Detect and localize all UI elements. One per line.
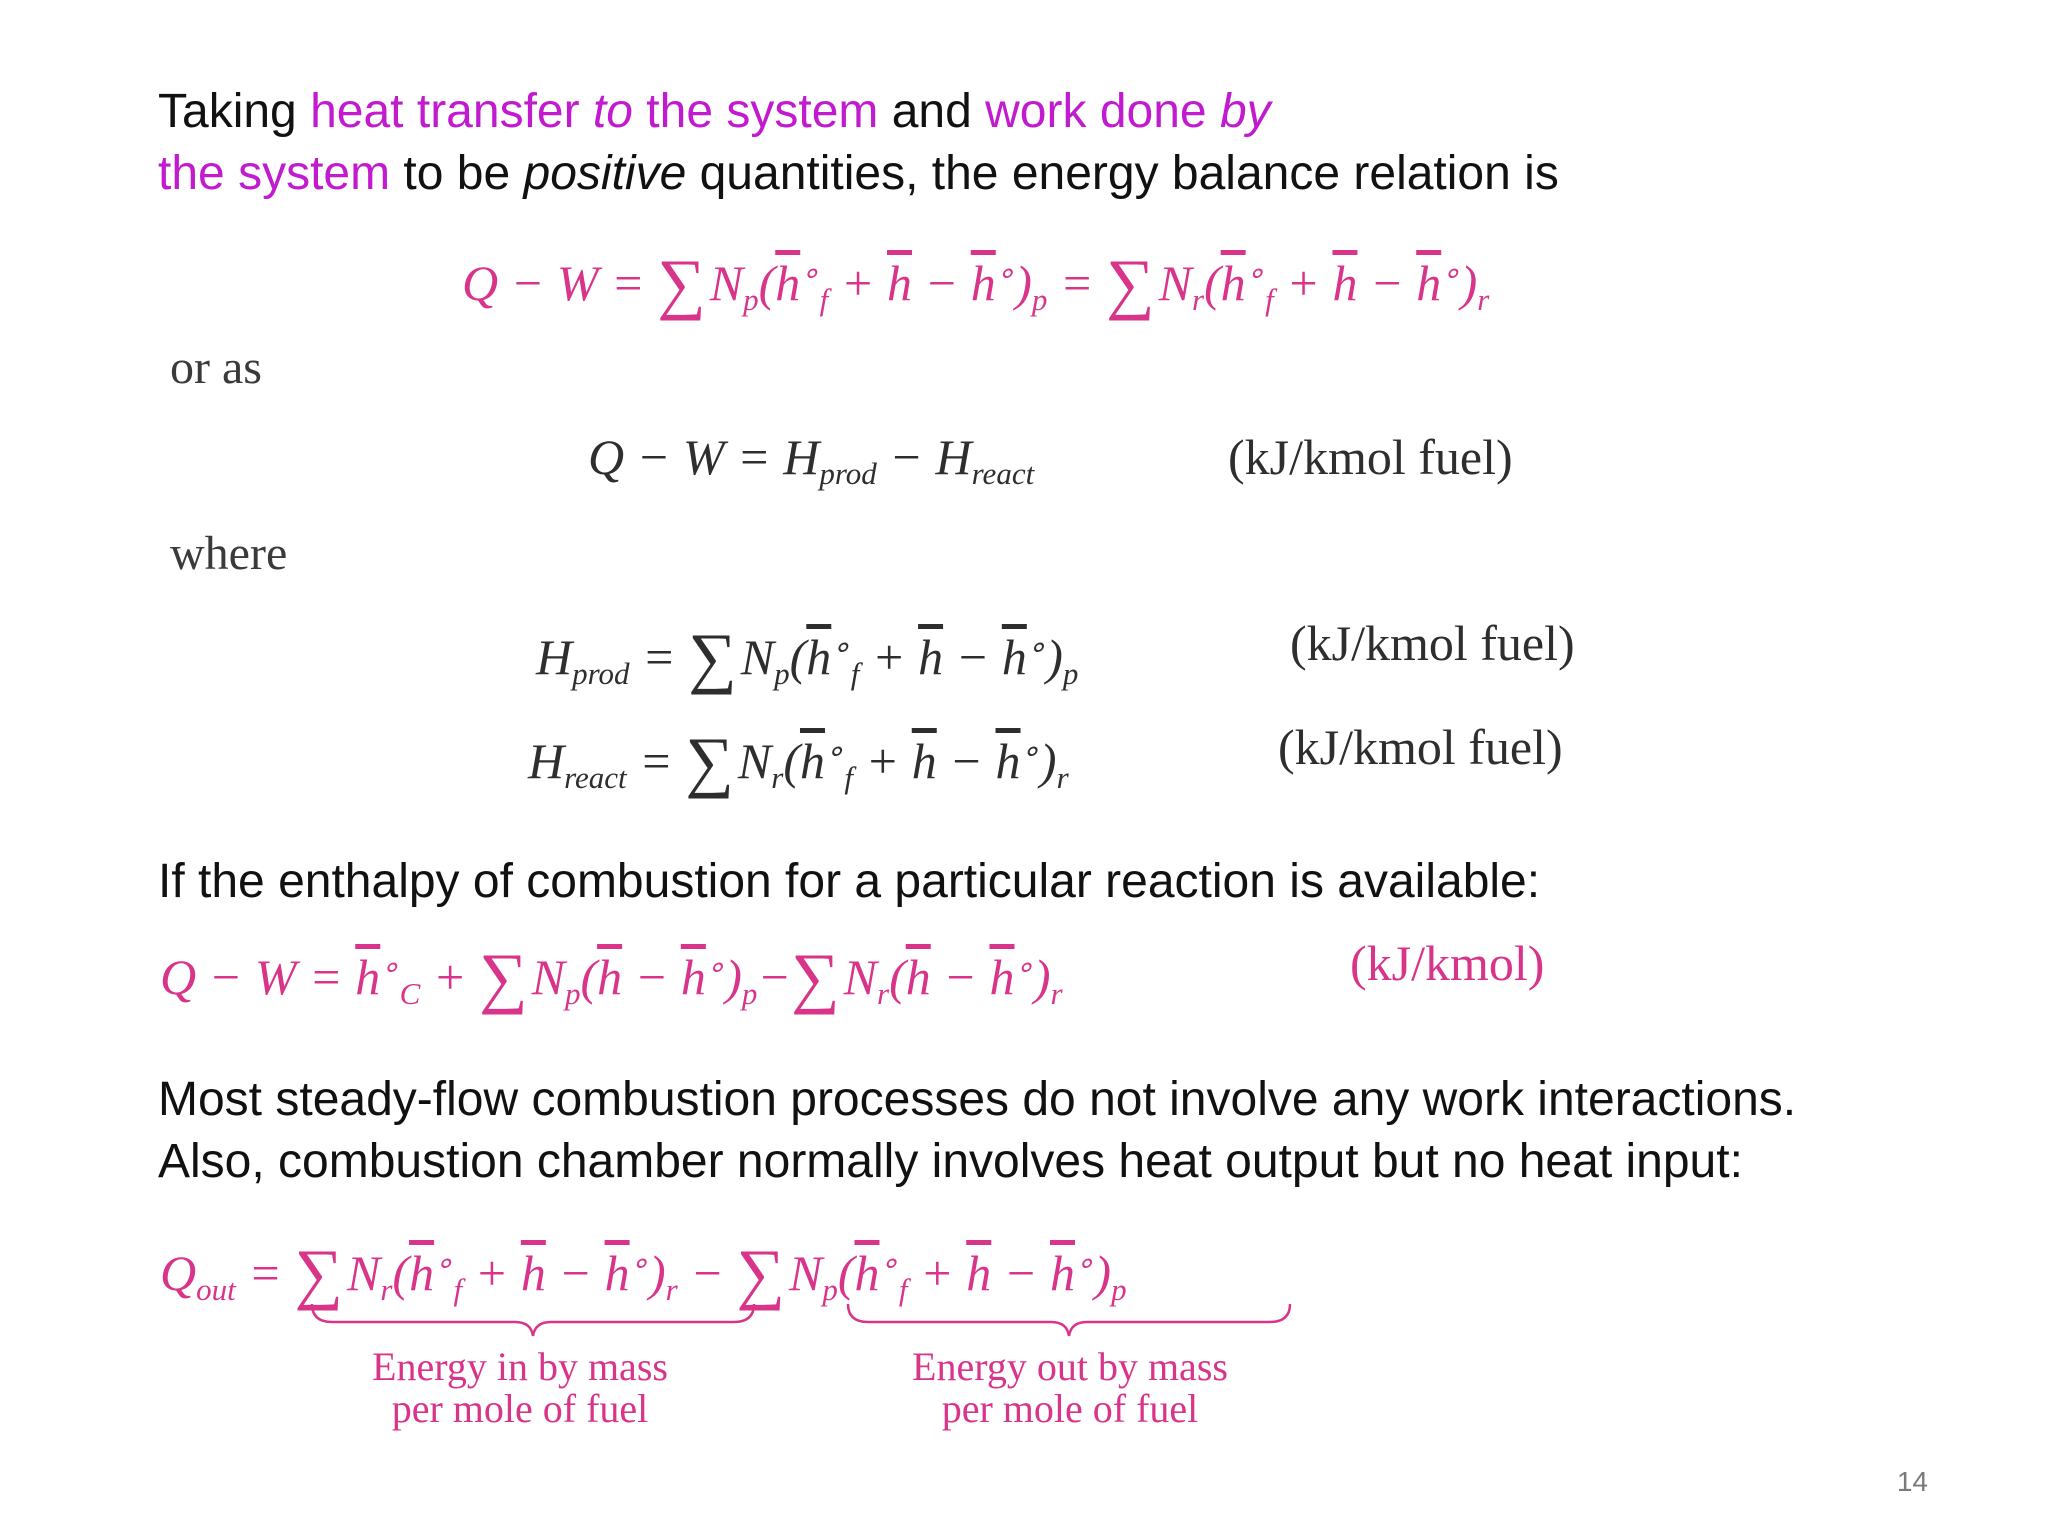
enthalpy-of-combustion-equation: $Q - W = \overline{h}^\circ_C + \sum N_p(\overline{h} - \overline{h}^\circ)_p-\sum N_r(\overline{h} - \overline{h}^\circ)_r$: [160, 939, 1063, 1015]
steady-flow-line-2: Also, combustion chamber normally involves heat output but no heat input:: [158, 1135, 1743, 1188]
qout-equation: $Q_{out} = \sum N_r(\overline{h}^\circ_f + \overline{h} - \overline{h}^\circ)_r - \sum N_p(\overline{h}^\circ_f + \overline{h} - \overline{h}^\circ)_p$: [160, 1235, 1127, 1311]
intro-text-tobe: to be: [390, 147, 524, 200]
intro-highlight-system: the system: [632, 85, 879, 138]
unit-fuel-2: (kJ/kmol fuel): [1290, 615, 1575, 671]
enthalpy-difference-equation: $Q - W = H_{prod} - H_{react}$: [588, 429, 1035, 491]
intro-highlight-to: to: [592, 85, 633, 138]
intro-highlight-work: work done: [985, 85, 1220, 138]
brace-label-energy-out-line1: Energy out by mass: [912, 1344, 1228, 1389]
unit-kmol: (kJ/kmol): [1350, 935, 1545, 991]
or-as-label: or as: [170, 341, 262, 394]
intro-line-1: [158, 80, 1271, 144]
intro-text-quantities: quantities, the energy balance relation is: [686, 147, 1559, 200]
unit-fuel-3: (kJ/kmol fuel): [1278, 719, 1563, 775]
intro-text-and: and: [878, 85, 986, 138]
underbrace-right: [846, 1300, 1292, 1340]
intro-text: Taking: [158, 85, 311, 138]
steady-flow-line-1: Most steady-flow combustion processes do not involve any work interactions.: [158, 1073, 1797, 1126]
brace-label-energy-in-line2: per mole of fuel: [391, 1386, 649, 1431]
brace-label-energy-out: [880, 1346, 1260, 1430]
intro-text-positive: positive: [523, 147, 687, 200]
energy-balance-equation: $Q - W = \sum N_p(\overline{h}^\circ_f + \overline{h} - \overline{h}^\circ)_p = \sum N_r(\overline{h}^\circ_f + \overline{h} - \overline{h}^\circ)_r$: [462, 245, 1490, 321]
hprod-equation: $H_{prod} = \sum N_p(\overline{h}^\circ_f + \overline{h} - \overline{h}^\circ)_p$: [536, 619, 1079, 695]
intro-line-2: [158, 142, 1559, 206]
brace-label-energy-in: [340, 1346, 700, 1430]
brace-label-energy-in-line1: Energy in by mass: [372, 1344, 668, 1389]
unit-fuel-1: (kJ/kmol fuel): [1228, 429, 1513, 485]
hreact-equation: $H_{react} = \sum N_r(\overline{h}^\circ_f + \overline{h} - \overline{h}^\circ)_r$: [528, 723, 1069, 799]
brace-label-energy-out-line2: per mole of fuel: [941, 1386, 1199, 1431]
combustion-sentence: If the enthalpy of combustion for a particular reaction is available:: [158, 855, 1541, 908]
intro-highlight-the-system: the system: [158, 147, 391, 200]
intro-highlight-by: by: [1219, 85, 1271, 138]
where-label: where: [170, 527, 288, 580]
underbrace-left: [310, 1300, 756, 1340]
page-number: 14: [1896, 1466, 1928, 1497]
intro-highlight-heat: heat transfer: [310, 85, 593, 138]
